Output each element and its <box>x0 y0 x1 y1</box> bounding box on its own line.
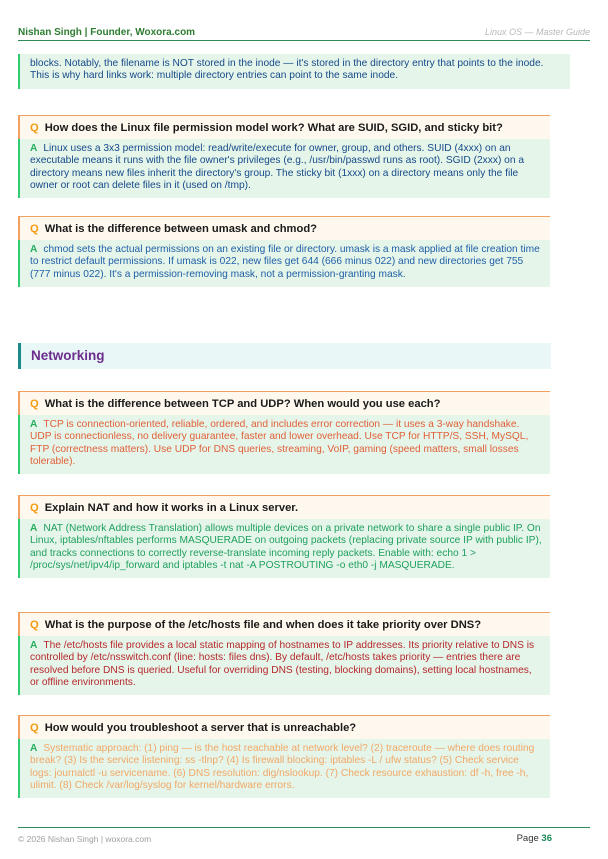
question <box>18 216 550 240</box>
continued-answer: blocks. Notably, the filename is NOT stored in the inode — it's stored in the directory entry that points to the inode. This is why hard links work: multiple directory entries can point to the same inode. <box>18 54 570 89</box>
answer <box>18 139 550 198</box>
answer-text: NAT (Network Address Translation) allows multiple devices on a private network to share a single public IP. On Linux, iptables/nftables performs MASQUERADE on outgoing packets (replacing private source IP with public IP), and tracks connections to correctly reverse-translate incoming reply packets. Enable with: echo 1 > /proc/sys/net/ipv4/ip_forward and iptables -t nat -A POSTROUTING -o eth0 -j MASQUERADE. <box>30 523 542 571</box>
qa-block-tcp-udp <box>18 391 550 474</box>
q-marker: Q <box>30 122 39 134</box>
answer-text: Linux uses a 3x3 permission model: read/write/execute for owner, group, and others. SUID (4xxx) on an executable means it runs with the file owner's privileges (e.g., /usr/bin/passwd runs as root). SGID (2xxx) on a directory means new files inherit the directory's group. The sticky bit (1xxx) on a directory means only the file owner or root can delete files in it (used on /tmp). <box>30 143 524 191</box>
a-marker: A <box>30 143 38 154</box>
page-number <box>517 833 552 844</box>
question <box>18 715 550 739</box>
question-text: What is the difference between TCP and UDP? When would you use each? <box>44 398 441 410</box>
question <box>18 495 550 519</box>
section-heading <box>18 343 551 369</box>
qa-block-troubleshoot <box>18 715 550 798</box>
qa-block-umask <box>18 216 550 287</box>
a-marker: A <box>30 640 38 651</box>
q-marker: Q <box>30 722 39 734</box>
answer-text: TCP is connection-oriented, reliable, ordered, and includes error correction — it uses a 3-way handshake. UDP is connectionless, no delivery guarantee, faster and lower overhead. Use TCP for HTTP/S, SSH, MySQL, FTP (correctness matters). Use UDP for DNS queries, streaming, VoIP, gaming (speed matters, small losses tolerable). <box>30 419 529 467</box>
q-marker: Q <box>30 223 39 235</box>
question-text: How does the Linux file permission model work? What are SUID, SGID, and sticky bit? <box>44 122 503 134</box>
a-marker: A <box>30 419 38 430</box>
a-marker: A <box>30 523 38 534</box>
guide-title: Linux OS — Master Guide <box>484 27 590 37</box>
qa-block-etc-hosts <box>18 612 550 695</box>
question-text: How would you troubleshoot a server that is unreachable? <box>44 722 357 734</box>
question-text: What is the purpose of the /etc/hosts file and when does it take priority over DNS? <box>44 619 482 631</box>
a-marker: A <box>30 244 38 255</box>
answer-text: chmod sets the actual permissions on an existing file or directory. umask is a mask applied at file creation time to restrict default permissions. If umask is 022, new files get 644 (666 minus 022) and new directories get 755 (777 minus 022). It's a permission-removing mask, not a permission-granting mask. <box>30 244 540 280</box>
copyright: © 2026 Nishan Singh | woxora.com <box>18 834 152 844</box>
answer-text: The /etc/hosts file provides a local static mapping of hostnames to IP addresses. Its priority relative to DNS is controlled by /etc/nsswitch.conf (line: hosts: files dns). By default, /etc/hosts takes priority — entries there are resolved before DNS is queried. Useful for overriding DNS (testing, blocking domains), setting local hostnames, or offline environments. <box>30 640 535 688</box>
q-marker: Q <box>30 619 39 631</box>
qa-block-nat <box>18 495 550 578</box>
page-header <box>18 24 590 41</box>
question-text: What is the difference between umask and chmod? <box>44 223 317 235</box>
q-marker: Q <box>30 398 39 410</box>
page-number-value: 36 <box>541 833 552 844</box>
question <box>18 115 550 139</box>
page-label: Page <box>516 833 539 844</box>
a-marker: A <box>30 743 38 754</box>
answer <box>18 636 550 695</box>
question-text: Explain NAT and how it works in a Linux server. <box>44 502 299 514</box>
question <box>18 612 550 636</box>
question <box>18 391 550 415</box>
section-title: Networking <box>31 348 105 363</box>
answer <box>18 240 550 287</box>
q-marker: Q <box>30 502 39 514</box>
author-line: Nishan Singh | Founder, Woxora.com <box>18 27 196 38</box>
answer <box>18 739 550 798</box>
qa-block-file-permissions <box>18 115 550 198</box>
answer <box>18 519 550 578</box>
answer <box>18 415 550 474</box>
page-footer <box>18 827 590 850</box>
answer-text: Systematic approach: (1) ping — is the host reachable at network level? (2) traceroute — where does routing break? (3) Is the service listening: ss -tlnp? (4) Is firewall blocking: iptables -L / ufw status? (5) Check service logs: journalctl -u servicename. (6) DNS resolution: dig/nslookup. (7) Check resource exhaustion: df -h, free -h, ulimit. (8) Check /var/log/syslog for kernel/hardware errors. <box>30 743 535 791</box>
